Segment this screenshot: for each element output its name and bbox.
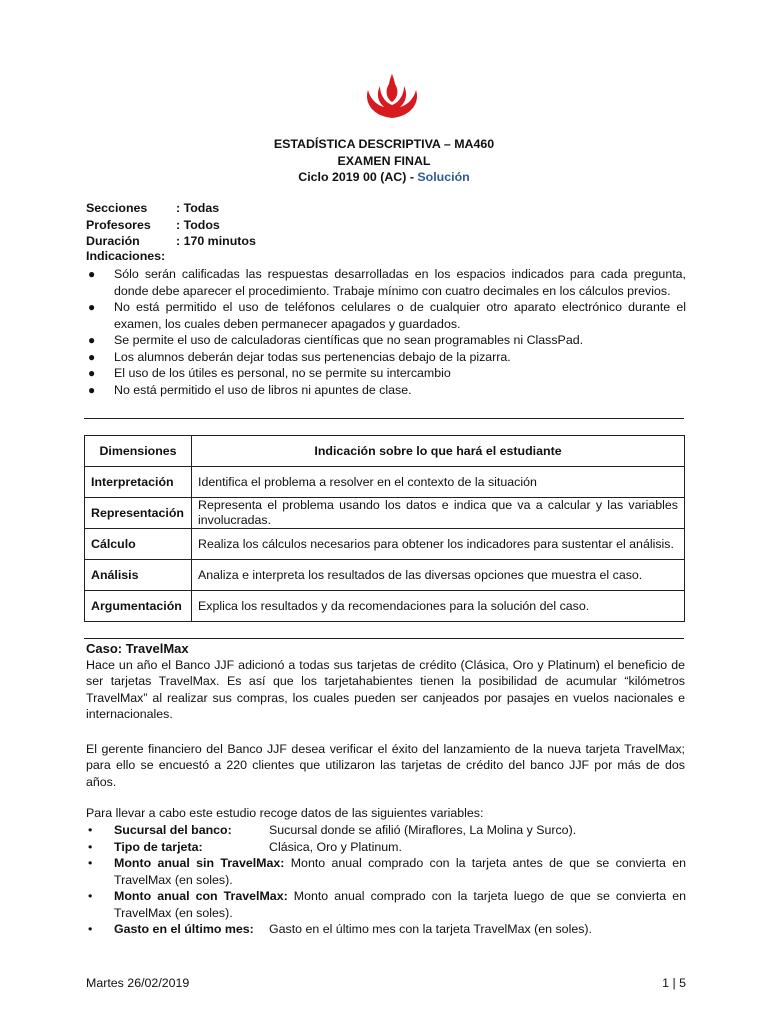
case-title: Caso: TravelMax: [86, 641, 189, 656]
list-item-text: No está permitido el uso de libros ni apuntes de clase.: [114, 382, 412, 397]
divider: [84, 638, 684, 639]
variable-desc: Monto anual comprado con la tarjeta antes de que se convierta en TravelMax (en soles).: [114, 856, 686, 887]
bullet-icon: ●: [88, 267, 96, 281]
indication-cell: Realiza los cálculos necesarios para obtener los indicadores para sustentar el análisis.: [192, 529, 685, 560]
exam-title-block: [0, 136, 768, 186]
dimension-cell: Análisis: [85, 560, 192, 591]
cycle-text: Ciclo 2019 00 (AC) -: [298, 170, 418, 184]
variable-label: Sucursal del banco:: [114, 823, 232, 837]
variable-label: Gasto en el último mes:: [114, 922, 254, 936]
variable-label: Tipo de tarjeta:: [114, 839, 203, 854]
meta-value: : 170 minutos: [176, 234, 256, 248]
list-item: [86, 888, 686, 921]
list-item-text: Se permite el uso de calculadoras científicas que no sean programables ni ClassPad.: [114, 333, 584, 347]
dimension-cell: Representación: [85, 498, 192, 529]
table-row: [85, 498, 685, 529]
exam-meta: [86, 200, 256, 250]
table-header-row: [85, 436, 685, 467]
list-item-text: Sólo serán calificadas las respuestas desarrolladas en los espacios indicados para cada pregunta, donde debe aparecer el procedimiento. Trabaje mínimo con cuatro decimales en los cálculos previos.: [114, 267, 686, 298]
meta-row: [86, 200, 256, 217]
cycle-line: [0, 169, 768, 186]
table-row: [85, 560, 685, 591]
indications-title: Indicaciones:: [86, 249, 166, 263]
list-item: [86, 349, 686, 366]
list-item-text: No está permitido el uso de teléfonos celulares o de cualquier otro aparato electrónico durante el examen, los cuales deben permanecer apagados y guardados.: [114, 300, 686, 331]
page-number: 1 | 5: [662, 976, 686, 990]
list-item-text: Los alumnos deberán dejar todas sus pertenencias debajo de la pizarra.: [114, 349, 511, 364]
indication-cell: Identifica el problema a resolver en el contexto de la situación: [192, 467, 685, 498]
variable-label: Monto anual con TravelMax:: [114, 889, 288, 903]
bullet-icon: •: [88, 889, 93, 903]
list-item: [86, 266, 686, 299]
variable-desc: Clásica, Oro y Platinum.: [269, 839, 402, 854]
list-item: [86, 855, 686, 888]
list-item: [86, 382, 686, 399]
list-item: [86, 332, 686, 349]
table-header-cell: Indicación sobre lo que hará el estudiante: [192, 436, 685, 467]
list-item-text: [114, 855, 686, 888]
list-item: [86, 921, 686, 938]
table-row: [85, 467, 685, 498]
variable-desc: Monto anual comprado con la tarjeta luego de que se convierta en TravelMax (en soles).: [114, 889, 686, 920]
indication-cell: Analiza e interpreta los resultados de las diversas opciones que muestra el caso.: [192, 560, 685, 591]
variables-list: [86, 822, 686, 938]
bullet-icon: •: [88, 856, 93, 870]
meta-key: Duración: [86, 234, 140, 248]
list-item-text: [114, 921, 686, 938]
list-item-text: El uso de los útiles es personal, no se permite su intercambio: [114, 366, 451, 380]
bullet-icon: •: [88, 823, 93, 837]
bullet-icon: •: [88, 839, 93, 854]
meta-value: : Todos: [176, 217, 220, 232]
bullet-icon: ●: [88, 333, 96, 347]
indication-cell: Explica los resultados y da recomendaciones para la solución del caso.: [192, 591, 685, 622]
list-item: [86, 822, 686, 839]
list-item: [86, 365, 686, 382]
list-item: [86, 839, 686, 856]
case-paragraph: El gerente financiero del Banco JJF desea verificar el éxito del lanzamiento de la nueva tarjeta TravelMax; para ello se encuestó a 220 clientes que utilizaron las tarjetas de crédito del banco JJF por más de dos años.: [86, 742, 685, 789]
list-item-text: [114, 839, 686, 856]
footer-date: Martes 26/02/2019: [86, 976, 190, 990]
indications-list: [86, 266, 686, 398]
course-title: ESTADÍSTICA DESCRIPTIVA – MA460: [273, 137, 495, 151]
list-item-text: [114, 888, 686, 921]
meta-row: [86, 217, 256, 234]
list-item: [86, 299, 686, 332]
table-row: [85, 529, 685, 560]
dimensions-table: [84, 435, 685, 622]
table-row: [85, 591, 685, 622]
variable-label: Monto anual sin TravelMax:: [114, 856, 285, 870]
meta-key: Secciones: [86, 201, 148, 215]
bullet-icon: ●: [88, 349, 96, 364]
dimension-cell: Cálculo: [85, 529, 192, 560]
meta-row: [86, 233, 256, 250]
bullet-icon: ●: [88, 300, 96, 314]
bullet-icon: ●: [88, 366, 96, 380]
dimension-cell: Interpretación: [85, 467, 192, 498]
variable-desc: Gasto en el último mes con la tarjeta TravelMax (en soles).: [269, 922, 592, 936]
indication-cell: Representa el problema usando los datos e indica que va a calcular y las variables involucradas.: [192, 498, 685, 529]
meta-key: Profesores: [86, 217, 151, 232]
university-logo-icon: [362, 72, 422, 120]
exam-type: EXAMEN FINAL: [337, 153, 431, 168]
meta-value: : Todas: [176, 201, 220, 215]
variable-desc: Sucursal donde se afilió (Miraflores, La Molina y Surco).: [269, 823, 577, 837]
bullet-icon: •: [88, 922, 93, 936]
dimension-cell: Argumentación: [85, 591, 192, 622]
divider: [84, 418, 684, 419]
solution-label: Solución: [417, 170, 470, 184]
case-paragraph: Hace un año el Banco JJF adicionó a todas sus tarjetas de crédito (Clásica, Oro y Platinum) el beneficio de ser tarjetas TravelMax. Es así que los tarjetahabientes tienen la posibilidad de acumular “kilómetros TravelMax” al realizar sus compras, los cuales pueden ser canjeados por pasajes en vuelos nacionales e internacionales.: [86, 658, 685, 721]
bullet-icon: ●: [88, 382, 96, 397]
table-header-cell: Dimensiones: [85, 436, 192, 467]
list-item-text: [114, 822, 686, 839]
case-paragraph: Para llevar a cabo este estudio recoge datos de las siguientes variables:: [86, 806, 484, 820]
